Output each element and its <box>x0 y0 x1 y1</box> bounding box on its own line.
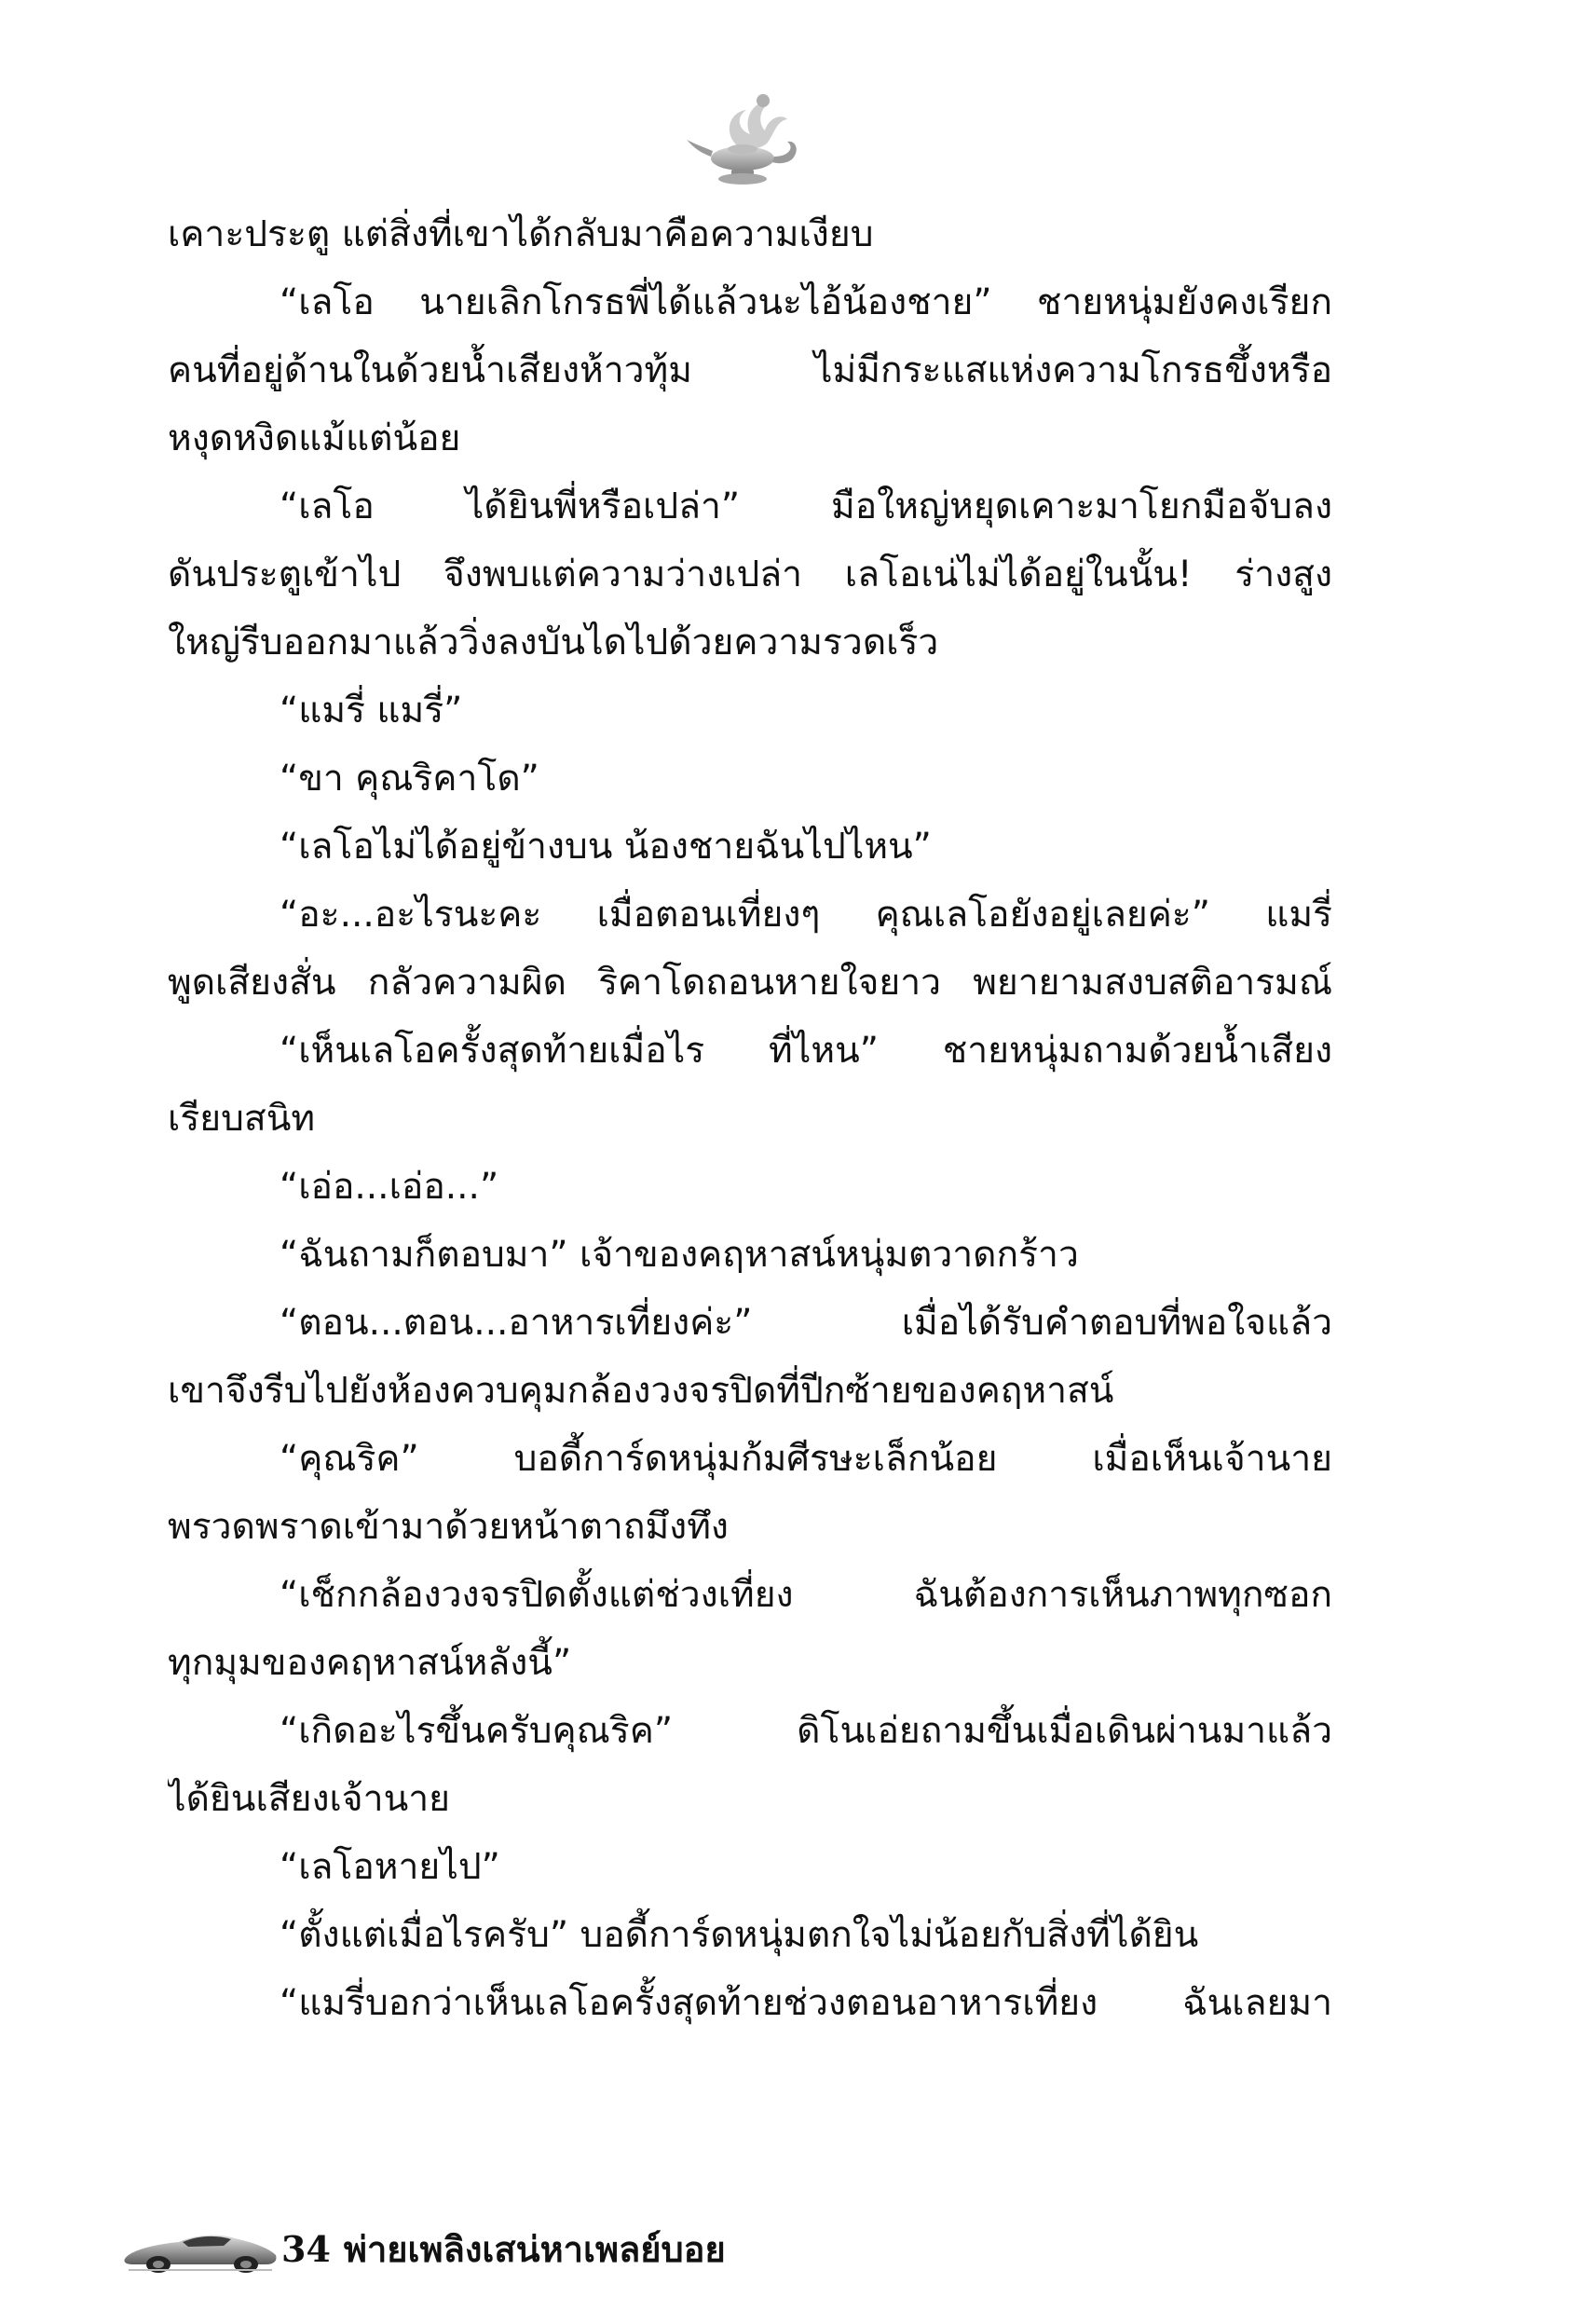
page-footer <box>121 2216 960 2281</box>
text-line: “เกิดอะไรขึ้นครับคุณริค” ดิโนเอ่ยถามขึ้นเมื่อเดินผ่านมาแล้ว <box>280 1710 1332 1752</box>
text-line: “เลโอ นายเลิกโกรธพี่ได้แล้วนะไอ้น้องชาย” ชายหนุ่มยังคงเรียก <box>280 281 1332 323</box>
text-line: “ขา คุณริคาโด” <box>280 758 539 800</box>
footer-text <box>281 2222 726 2277</box>
text-line: ดันประตูเข้าไป จึงพบแต่ความว่างเปล่า เลโอเน่ไม่ได้อยู่ในนั้น! ร่างสูง <box>168 554 1332 595</box>
text-line: พูดเสียงสั่น กลัวความผิด ริคาโดถอนหายใจยาว พยายามสงบสติอารมณ์ <box>168 962 1332 1004</box>
text-line: เคาะประตู แต่สิ่งที่เขาได้กลับมาคือความเงียบ <box>168 213 874 255</box>
text-line: “เลโอ ได้ยินพี่หรือเปล่า” มือใหญ่หยุดเคาะมาโยกมือจับลง <box>280 485 1332 527</box>
text-line: ทุกมุมของคฤหาสน์หลังนี้” <box>168 1642 572 1684</box>
text-line: “อะ...อะไรนะคะ เมื่อตอนเที่ยงๆ คุณเลโอยังอยู่เลยค่ะ” แมรี่ <box>280 894 1332 936</box>
text-line: “ฉันถามก็ตอบมา” เจ้าของคฤหาสน์หนุ่มตวาดกร้าว <box>280 1234 1079 1276</box>
text-line: “เลโอไม่ได้อยู่ข้างบน น้องชายฉันไปไหน” <box>280 826 932 868</box>
text-line: “คุณริค” บอดี้การ์ดหนุ่มก้มศีรษะเล็กน้อย เมื่อเห็นเจ้านาย <box>280 1438 1332 1480</box>
book-title: พ่ายเพลิงเสน่หาเพลย์บอย <box>343 2228 726 2270</box>
text-line: หงุดหงิดแม้แต่น้อย <box>168 417 461 459</box>
text-line: “แมรี่ แมรี่” <box>280 690 463 732</box>
text-line: คนที่อยู่ด้านในด้วยน้ำเสียงห้าวทุ้ม ไม่มีกระแสแห่งความโกรธขึ้งหรือ <box>168 349 1332 391</box>
text-line: “เห็นเลโอครั้งสุดท้ายเมื่อไร ที่ไหน” ชายหนุ่มถามด้วยน้ำเสียง <box>280 1030 1332 1072</box>
text-line: เขาจึงรีบไปยังห้องควบคุมกล้องวงจรปิดที่ปีกซ้ายของคฤหาสน์ <box>168 1370 1114 1412</box>
page-number: 34 <box>281 2228 331 2270</box>
sports-car-icon <box>121 2223 280 2276</box>
text-line: “เอ่อ...เอ่อ...” <box>280 1166 499 1208</box>
body-text <box>168 200 1332 2037</box>
text-line: ได้ยินเสียงเจ้านาย <box>168 1778 450 1820</box>
text-line: “แมรี่บอกว่าเห็นเลโอครั้งสุดท้ายช่วงตอนอาหารเที่ยง ฉันเลยมา <box>280 1982 1332 2024</box>
text-line: “เลโอหายไป” <box>280 1846 500 1888</box>
text-line: “ตั้งแต่เมื่อไรครับ” บอดี้การ์ดหนุ่มตกใจไม่น้อยกับสิ่งที่ได้ยิน <box>280 1914 1199 1956</box>
text-line: “เช็กกล้องวงจรปิดตั้งแต่ช่วงเที่ยง ฉันต้องการเห็นภาพทุกซอก <box>280 1574 1332 1616</box>
text-line: ใหญ่รีบออกมาแล้ววิ่งลงบันไดไปด้วยความรวดเร็ว <box>168 622 939 663</box>
text-line: เรียบสนิท <box>168 1098 316 1140</box>
text-line: “ตอน...ตอน...อาหารเที่ยงค่ะ” เมื่อได้รับคำตอบที่พอใจแล้ว <box>280 1302 1332 1344</box>
text-line: พรวดพราดเข้ามาด้วยหน้าตาถมึงทึง <box>168 1506 729 1548</box>
genie-lamp-icon <box>685 82 806 194</box>
